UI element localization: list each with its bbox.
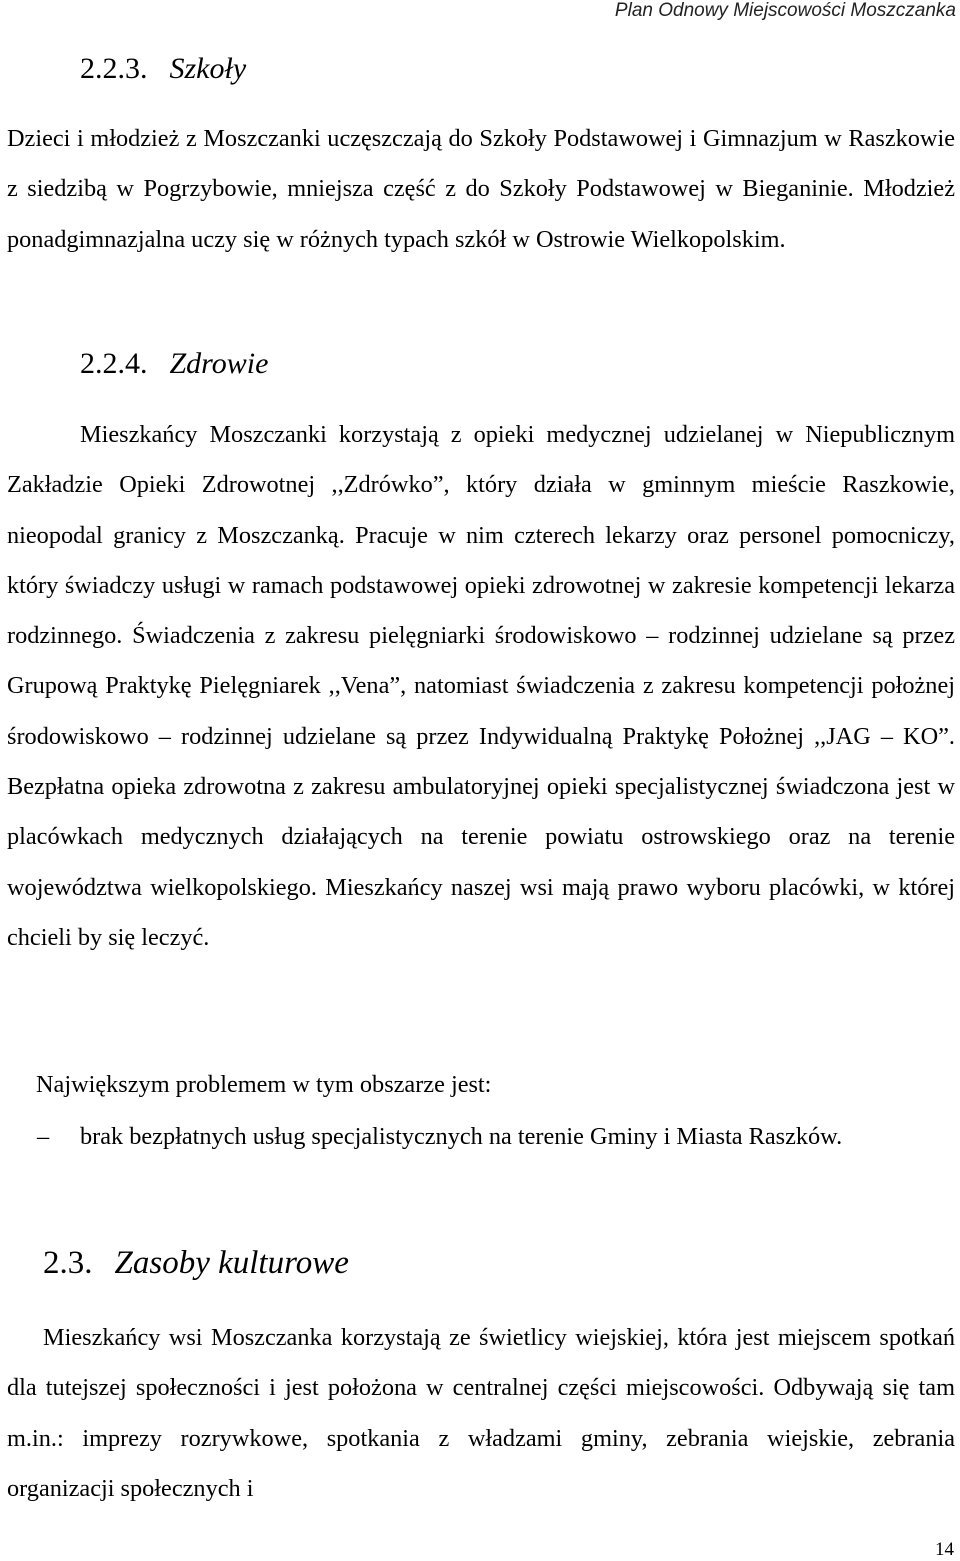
problem-list-item bbox=[7, 1112, 955, 1213]
paragraph-health: Mieszkańcy Moszczanki korzystają z opieki medycznej udzielanej w Niepublicznym Zakładzie Opieki Zdrowotnej ,,Zdrówko”, który działa w gminnym mieście Raszkowie, nieopodal granicy z Moszczanką. Pracuje w nim czterech lekarzy oraz personel pomocniczy, który świadczy usługi w ramach podstawowej opieki zdrowotnej w zakresie kompetencji lekarza rodzinnego. Świadczenia z zakresu pielęgniarki środowiskowo – rodzinnej udzielane są przez Grupową Praktykę Pielęgniarek ,,Vena”, natomiast świadczenia z zakresu kompetencji położnej środowiskowo – rodzinnej udzielane są przez Indywidualną Praktykę Położnej ,,JAG – KO”. Bezpłatna opieka zdrowotna z zakresu ambulatoryjnej opieki specjalistycznej świadczona jest w placówkach medycznych działających na terenie powiatu ostrowskiego oraz na terenie województwa wielkopolskiego. Mieszkańcy naszej wsi mają prawo wyboru placówki, w której chcieli by się leczyć. bbox=[7, 421, 955, 951]
section-heading-health bbox=[80, 347, 268, 381]
section-heading-culture bbox=[43, 1245, 349, 1282]
problem-intro: Największym problemem w tym obszarze jest: bbox=[36, 1071, 492, 1098]
paragraph-culture: Mieszkańcy wsi Moszczanka korzystają ze świetlicy wiejskiej, która jest miejscem spotkań dla tutejszej społeczności i jest położona w centralnej części miejscowości. Odbywają się tam m.in.: imprezy rozrywkowe, spotkania z władzami gminy, zebrania wiejskie, zebrania organizacji społecznych i bbox=[7, 1324, 955, 1502]
list-dash: – bbox=[37, 1123, 50, 1150]
section-title: Zdrowie bbox=[169, 347, 269, 380]
section-number: 2.3. bbox=[43, 1245, 93, 1281]
section-number: 2.2.4. bbox=[80, 347, 148, 380]
section-title: Szkoły bbox=[169, 52, 247, 85]
section-number: 2.2.3. bbox=[80, 52, 148, 85]
section-heading-schools bbox=[80, 52, 246, 86]
page-number: 14 bbox=[935, 1539, 954, 1560]
running-header: Plan Odnowy Miejscowości Moszczanka bbox=[614, 0, 956, 21]
paragraph-schools: Dzieci i młodzież z Moszczanki uczęszczają do Szkoły Podstawowej i Gimnazjum w Raszkowie z siedzibą w Pogrzybowie, mniejsza część z do Szkoły Podstawowej w Bieganinie. Młodzież ponadgimnazjalna uczy się w różnych typach szkół w Ostrowie Wielkopolskim. bbox=[7, 125, 955, 253]
list-item-text: brak bezpłatnych usług specjalistycznych na terenie Gminy i Miasta Raszków. bbox=[80, 1123, 843, 1150]
section-title: Zasoby kulturowe bbox=[114, 1245, 349, 1281]
